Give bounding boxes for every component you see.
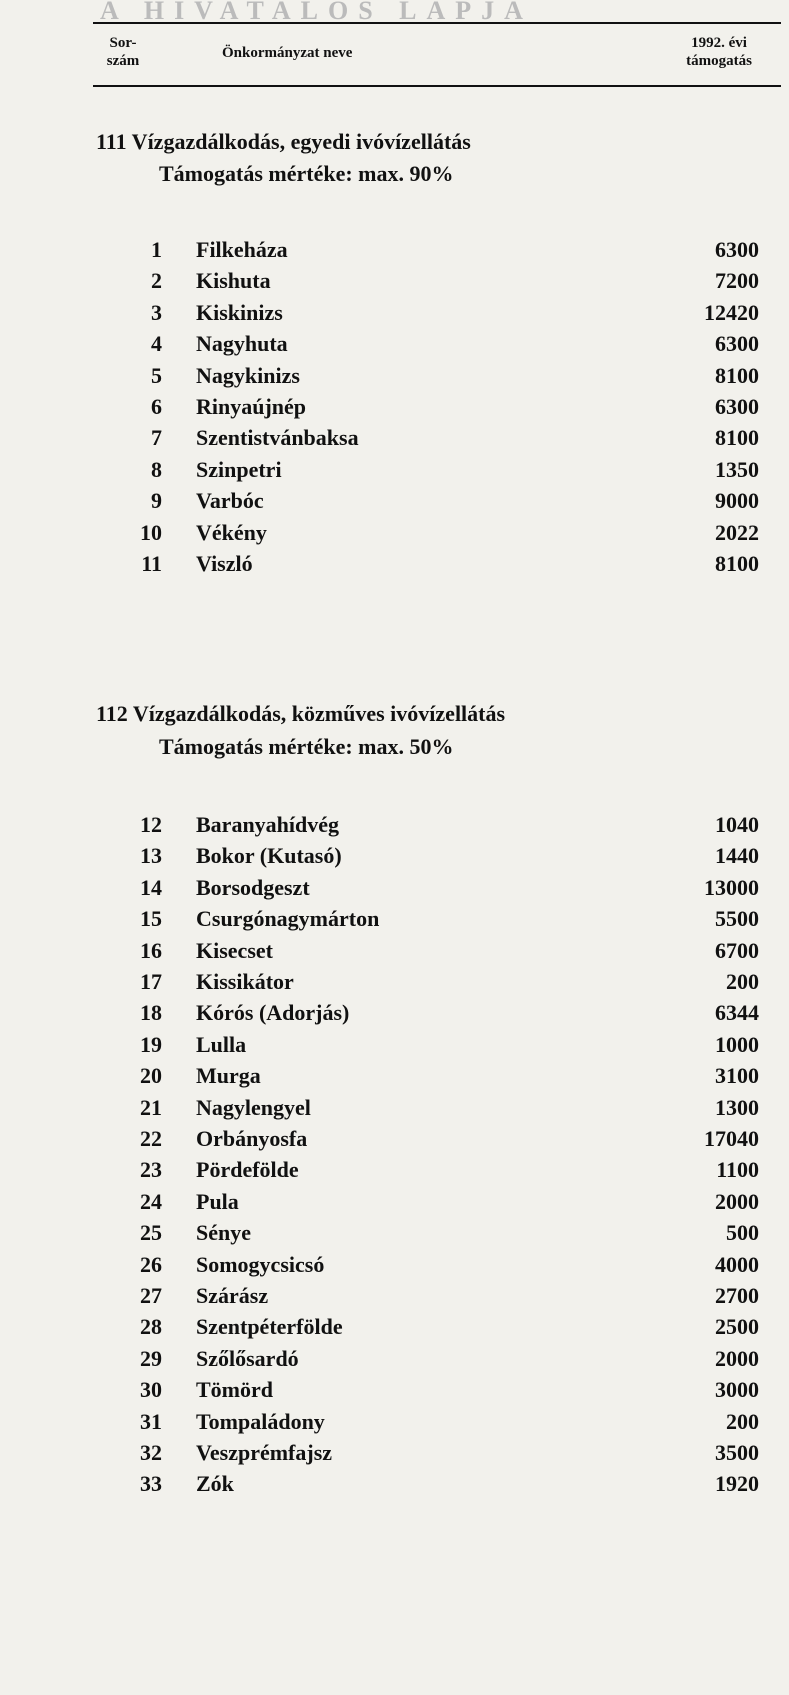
row-number: 26 (140, 1252, 162, 1277)
column-header-number (100, 34, 146, 70)
municipality-name: Varbóc (196, 488, 264, 513)
support-amount: 1920 (715, 1471, 759, 1496)
table-row (0, 517, 789, 548)
municipality-name: Pula (196, 1189, 239, 1214)
row-number: 30 (140, 1377, 162, 1402)
row-number: 8 (151, 457, 162, 482)
row-number: 31 (140, 1409, 162, 1434)
row-number: 2 (151, 268, 162, 293)
row-number: 27 (140, 1283, 162, 1308)
support-amount: 9000 (715, 488, 759, 513)
table-row (0, 1154, 789, 1185)
support-amount: 5500 (715, 906, 759, 931)
row-number: 29 (140, 1346, 162, 1371)
section-subtitle: Támogatás mértéke: max. 50% (159, 734, 454, 759)
row-number: 7 (151, 425, 162, 450)
column-header-support (660, 34, 778, 70)
table-row (0, 234, 789, 265)
municipality-name: Kisecset (196, 938, 273, 963)
support-amount: 500 (726, 1220, 759, 1245)
row-number: 11 (141, 551, 162, 576)
table-row (0, 872, 789, 903)
support-amount: 8100 (715, 551, 759, 576)
column-header-number-line2: szám (106, 53, 140, 69)
table-row (0, 265, 789, 296)
table-row (0, 360, 789, 391)
support-amount: 6700 (715, 938, 759, 963)
municipality-name: Csurgónagymárton (196, 906, 380, 931)
municipality-name: Szőlősardó (196, 1346, 299, 1371)
section-title: 111 Vízgazdálkodás, egyedi ivóvízellátás (96, 129, 471, 154)
row-number: 15 (140, 906, 162, 931)
support-amount: 6300 (715, 237, 759, 262)
column-header-name: Önkormányzat neve (222, 45, 353, 61)
table-row (0, 1374, 789, 1405)
table-row (0, 1186, 789, 1217)
support-amount: 2700 (715, 1283, 759, 1308)
support-amount: 1000 (715, 1032, 759, 1057)
municipality-name: Viszló (196, 551, 253, 576)
row-number: 16 (140, 938, 162, 963)
support-amount: 2000 (715, 1189, 759, 1214)
municipality-name: Veszprémfajsz (196, 1440, 333, 1465)
municipality-name: Nagyhuta (196, 331, 288, 356)
support-amount: 8100 (715, 425, 759, 450)
municipality-name: Nagykinizs (196, 363, 300, 388)
table-row (0, 1468, 789, 1499)
municipality-name: Szentpéterfölde (196, 1314, 343, 1339)
row-number: 19 (140, 1032, 162, 1057)
table-row (0, 297, 789, 328)
table-row (0, 1280, 789, 1311)
support-amount: 1440 (715, 843, 759, 868)
row-number: 21 (140, 1095, 162, 1120)
support-amount: 200 (726, 1409, 759, 1434)
row-number: 28 (140, 1314, 162, 1339)
table-row (0, 1406, 789, 1437)
municipality-name: Murga (196, 1063, 261, 1088)
table-row (0, 328, 789, 359)
bleed-through-heading: A HIVATALOS LAPJA (100, 0, 533, 22)
row-number: 14 (140, 875, 162, 900)
support-amount: 2000 (715, 1346, 759, 1371)
row-number: 12 (140, 812, 162, 837)
row-number: 18 (140, 1000, 162, 1025)
row-number: 25 (140, 1220, 162, 1245)
support-amount: 6300 (715, 394, 759, 419)
table-row (0, 1249, 789, 1280)
column-header-number-line1: Sor- (109, 35, 137, 51)
row-number: 32 (140, 1440, 162, 1465)
table-row (0, 1060, 789, 1091)
municipality-name: Orbányosfa (196, 1126, 308, 1151)
table-row (0, 548, 789, 579)
municipality-name: Szárász (196, 1283, 269, 1308)
support-amount: 8100 (715, 363, 759, 388)
row-number: 33 (140, 1471, 162, 1496)
municipality-name: Kishuta (196, 268, 271, 293)
municipality-name: Filkeháza (196, 237, 288, 262)
support-amount: 1350 (715, 457, 759, 482)
row-number: 6 (151, 394, 162, 419)
support-amount: 6300 (715, 331, 759, 356)
municipality-name: Szinpetri (196, 457, 282, 482)
header-rule-top (93, 22, 781, 24)
table-row (0, 1311, 789, 1342)
support-amount: 2500 (715, 1314, 759, 1339)
row-number: 24 (140, 1189, 162, 1214)
municipality-name: Sénye (196, 1220, 251, 1245)
municipality-name: Zók (196, 1471, 234, 1496)
header-rule-bottom (93, 85, 781, 87)
table-row (0, 1029, 789, 1060)
support-amount: 3500 (715, 1440, 759, 1465)
row-number: 22 (140, 1126, 162, 1151)
support-amount: 2022 (715, 520, 759, 545)
row-number: 13 (140, 843, 162, 868)
table-row (0, 966, 789, 997)
support-amount: 4000 (715, 1252, 759, 1277)
municipality-name: Pördefölde (196, 1157, 299, 1182)
municipality-name: Kissikátor (196, 969, 294, 994)
municipality-name: Baranyahídvég (196, 812, 340, 837)
support-amount: 1300 (715, 1095, 759, 1120)
table-row (0, 1123, 789, 1154)
row-number: 9 (151, 488, 162, 513)
municipality-name: Kórós (Adorjás) (196, 1000, 350, 1025)
municipality-name: Rinyaújnép (196, 394, 307, 419)
support-amount: 1040 (715, 812, 759, 837)
table-row (0, 935, 789, 966)
support-amount: 3000 (715, 1377, 759, 1402)
municipality-name: Borsodgeszt (196, 875, 310, 900)
municipality-name: Lulla (196, 1032, 247, 1057)
table-row (0, 1092, 789, 1123)
table-row (0, 454, 789, 485)
support-amount: 1100 (716, 1157, 759, 1182)
table-row (0, 485, 789, 516)
row-number: 5 (151, 363, 162, 388)
municipality-name: Szentistvánbaksa (196, 425, 359, 450)
support-amount: 7200 (715, 268, 759, 293)
row-number: 20 (140, 1063, 162, 1088)
support-amount: 13000 (704, 875, 759, 900)
row-number: 1 (151, 237, 162, 262)
support-amount: 6344 (715, 1000, 759, 1025)
municipality-name: Tömörd (196, 1377, 273, 1402)
municipality-name: Nagylengyel (196, 1095, 311, 1120)
municipality-name: Kiskinizs (196, 300, 283, 325)
municipality-name: Bokor (Kutasó) (196, 843, 342, 868)
table-row (0, 903, 789, 934)
table-row (0, 422, 789, 453)
table-row (0, 809, 789, 840)
support-amount: 200 (726, 969, 759, 994)
row-number: 10 (140, 520, 162, 545)
column-header-support-line2: támogatás (686, 53, 752, 69)
column-header-support-line1: 1992. évi (691, 35, 747, 51)
municipality-name: Vékény (196, 520, 267, 545)
table-row (0, 997, 789, 1028)
support-amount: 3100 (715, 1063, 759, 1088)
municipality-name: Somogycsicsó (196, 1252, 325, 1277)
row-number: 23 (140, 1157, 162, 1182)
table-row (0, 1217, 789, 1248)
table-row (0, 1437, 789, 1468)
row-number: 3 (151, 300, 162, 325)
row-number: 17 (140, 969, 162, 994)
section-title: 112 Vízgazdálkodás, közműves ivóvízellátás (96, 701, 506, 726)
section-subtitle: Támogatás mértéke: max. 90% (159, 161, 454, 186)
row-number: 4 (151, 331, 162, 356)
support-amount: 12420 (704, 300, 759, 325)
support-amount: 17040 (704, 1126, 759, 1151)
table-row (0, 391, 789, 422)
municipality-name: Tompaládony (196, 1409, 325, 1434)
table-row (0, 840, 789, 871)
table-row (0, 1343, 789, 1374)
